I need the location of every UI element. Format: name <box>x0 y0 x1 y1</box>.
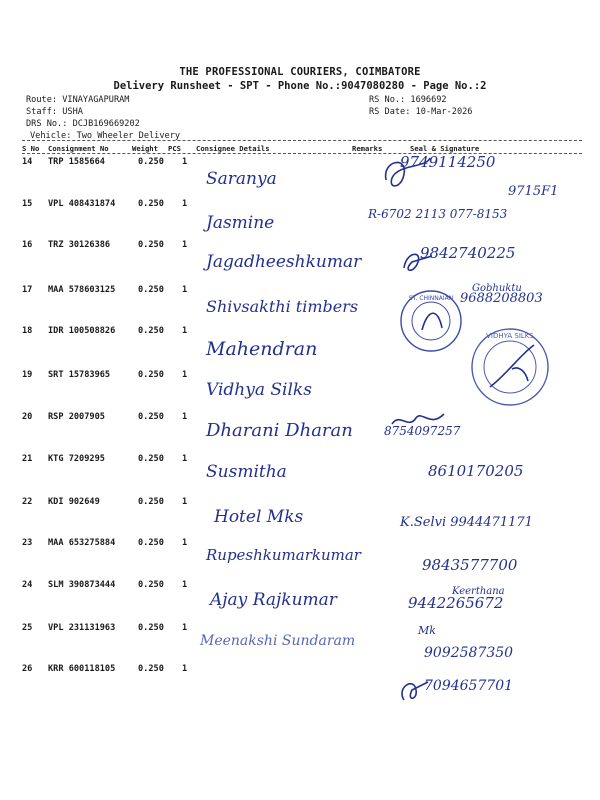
col-consignment: Consignment No <box>48 144 109 153</box>
signature-scribble <box>398 244 438 280</box>
row-weight: 0.250 <box>138 664 164 674</box>
staff-label: Staff: USHA <box>26 107 83 117</box>
row-consignment: SLM 390873444 <box>48 580 116 590</box>
row-sno: 14 <box>22 157 33 167</box>
row-weight: 0.250 <box>138 199 164 209</box>
consignee-handwriting: Susmitha <box>206 462 287 482</box>
table-row <box>0 623 600 663</box>
row-consignment: KRR 600118105 <box>48 664 116 674</box>
signature-handwriting: 9842740225 <box>420 244 516 262</box>
row-sno: 25 <box>22 623 33 633</box>
consignee-handwriting: Hotel Mks <box>214 507 304 527</box>
table-row <box>0 454 600 494</box>
row-sno: 15 <box>22 199 33 209</box>
extra-handwriting: Mk <box>418 624 436 637</box>
row-weight: 0.250 <box>138 454 164 464</box>
row-consignment: VPL 408431874 <box>48 199 116 209</box>
row-weight: 0.250 <box>138 580 164 590</box>
signature-handwriting: 8610170205 <box>428 462 524 480</box>
table-row <box>0 538 600 578</box>
vehicle-label: Vehicle: Two Wheeler Delivery <box>30 131 181 141</box>
row-consignment: KTG 7209295 <box>48 454 105 464</box>
signature-handwriting: 9843577700 <box>422 556 518 574</box>
table-row <box>0 664 600 704</box>
rs-date: RS Date: 10-Mar-2026 <box>369 107 473 117</box>
shop-stamp <box>468 325 552 409</box>
signature-scribble <box>394 674 434 708</box>
consignee-handwriting: Vidhya Silks <box>206 380 312 400</box>
table-row <box>0 240 600 280</box>
drs-number: DRS No.: DCJB169669202 <box>26 119 140 129</box>
rs-number: RS No.: 1696692 <box>369 95 447 105</box>
row-pcs: 1 <box>182 538 188 548</box>
row-sno: 18 <box>22 326 33 336</box>
table-row <box>0 497 600 537</box>
row-weight: 0.250 <box>138 412 164 422</box>
consignee-handwriting: Ajay Rajkumar <box>210 590 337 610</box>
table-row <box>0 580 600 620</box>
extra-handwriting: 9715F1 <box>508 184 559 199</box>
row-sno: 20 <box>22 412 33 422</box>
row-pcs: 1 <box>182 623 188 633</box>
consignee-handwriting: Shivsakthi timbers <box>206 297 359 316</box>
row-weight: 0.250 <box>138 157 164 167</box>
row-sno: 17 <box>22 285 33 295</box>
row-consignment: MAA 578603125 <box>48 285 116 295</box>
signature-handwriting: 7094657701 <box>424 678 514 694</box>
row-consignment: TRP 1585664 <box>48 157 105 167</box>
header-divider-top <box>22 140 582 141</box>
signature-handwriting: 9749114250 <box>400 153 496 171</box>
row-sno: 26 <box>22 664 33 674</box>
row-sno: 24 <box>22 580 33 590</box>
row-consignment: TRZ 30126386 <box>48 240 111 250</box>
route-label: Route: VINAYAGAPURAM <box>26 95 130 105</box>
row-consignment: VPL 231131963 <box>48 623 116 633</box>
consignee-handwriting: Mahendran <box>206 338 318 360</box>
row-sno: 21 <box>22 454 33 464</box>
row-sno: 22 <box>22 497 33 507</box>
signature-handwriting: R-6702 2113 077-8153 <box>368 207 508 221</box>
row-consignment: KDI 902649 <box>48 497 100 507</box>
consignee-handwriting: Jasmine <box>206 213 275 233</box>
consignee-handwriting: Dharani Dharan <box>206 420 353 441</box>
table-row <box>0 199 600 239</box>
signature-handwriting: 9092587350 <box>424 645 514 661</box>
consignee-handwriting: Jagadheeshkumar <box>206 252 362 272</box>
col-consignee: Consignee Details <box>196 144 270 153</box>
header-divider-bottom <box>22 153 582 154</box>
row-pcs: 1 <box>182 157 188 167</box>
consignee-handwriting: Meenakshi Sundaram <box>200 633 356 649</box>
row-pcs: 1 <box>182 370 188 380</box>
consignee-handwriting: Rupeshkumarkumar <box>206 546 361 564</box>
row-weight: 0.250 <box>138 240 164 250</box>
col-pcs: PCS <box>168 144 181 153</box>
row-sno: 23 <box>22 538 33 548</box>
row-consignment: SRT 15783965 <box>48 370 111 380</box>
runsheet-subtitle: Delivery Runsheet - SPT - Phone No.:9047080280 - Page No.:2 <box>113 80 487 92</box>
row-weight: 0.250 <box>138 623 164 633</box>
signature-handwriting: 8754097257 <box>384 424 461 438</box>
row-pcs: 1 <box>182 240 188 250</box>
signature-scribble <box>378 150 438 198</box>
col-remarks: Remarks <box>352 144 383 153</box>
col-weight: Weight <box>132 144 158 153</box>
extra-handwriting: Keerthana <box>452 586 505 597</box>
row-weight: 0.250 <box>138 497 164 507</box>
row-sno: 16 <box>22 240 33 250</box>
row-pcs: 1 <box>182 580 188 590</box>
row-pcs: 1 <box>182 497 188 507</box>
col-seal: Seal & Signature <box>410 144 480 153</box>
company-stamp <box>398 288 464 354</box>
signature-handwriting: K.Selvi 9944471171 <box>400 515 533 530</box>
row-pcs: 1 <box>182 412 188 422</box>
row-consignment: RSP 2007905 <box>48 412 105 422</box>
row-pcs: 1 <box>182 326 188 336</box>
signature-handwriting: 9688208803 <box>460 291 543 306</box>
row-weight: 0.250 <box>138 370 164 380</box>
company-title: THE PROFESSIONAL COURIERS, COIMBATORE <box>179 66 421 78</box>
table-row <box>0 412 600 452</box>
signature-scribble <box>388 408 448 434</box>
row-sno: 19 <box>22 370 33 380</box>
stamp-text: VIDHYA SILKS <box>486 332 534 340</box>
row-consignment: IDR 100508826 <box>48 326 116 336</box>
col-sno: S No <box>22 144 40 153</box>
row-pcs: 1 <box>182 454 188 464</box>
row-consignment: MAA 653275884 <box>48 538 116 548</box>
extra-handwriting: Gobhuktu <box>472 283 522 294</box>
signature-handwriting: 9442265672 <box>408 594 504 612</box>
consignee-handwriting: Saranya <box>206 169 277 189</box>
stamp-text: ST. CHINNAIAN <box>408 295 454 302</box>
row-pcs: 1 <box>182 285 188 295</box>
row-weight: 0.250 <box>138 538 164 548</box>
row-weight: 0.250 <box>138 285 164 295</box>
row-weight: 0.250 <box>138 326 164 336</box>
row-pcs: 1 <box>182 199 188 209</box>
row-pcs: 1 <box>182 664 188 674</box>
